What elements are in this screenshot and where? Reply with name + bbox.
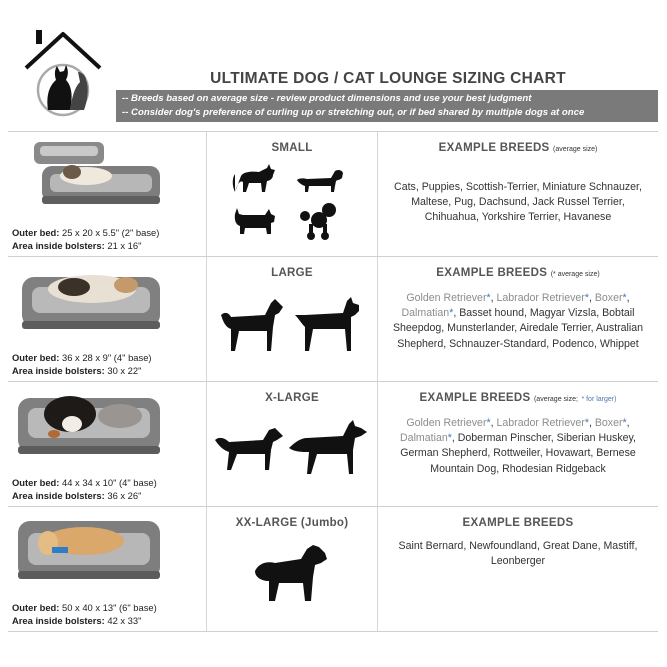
gray-breed: Boxer: [594, 292, 623, 304]
breeds-heading: [378, 142, 658, 154]
outer-bed-label: Outer bed:: [12, 352, 60, 363]
note-line: -- Consider dog's preference of curling up or stretching out, or if bed shared by multiple dogs at once: [122, 107, 585, 118]
bed-cell: [8, 257, 204, 381]
bed-cell: [8, 507, 204, 631]
inside-area-label: Area inside bolsters:: [12, 365, 105, 376]
bed-cell: [8, 382, 204, 506]
size-label: XX-LARGE (Jumbo): [235, 517, 349, 529]
outer-bed-label: Outer bed:: [12, 227, 60, 238]
breeds-title: EXAMPLE BREEDS: [462, 517, 574, 529]
breeds-rest: Basset hound, Magyar Vizsla, Bobtail Sheepdog, Munsterlander, Airedale Terrier, Australian Shepherd, Schnauzer-Standard, Podenco, Whippet: [392, 307, 644, 350]
setter-silhouette: [215, 426, 285, 472]
outer-bed-value: 25 x 20 x 5.5" (2" base): [62, 227, 160, 238]
breeds-title: EXAMPLE BREEDS: [438, 142, 550, 154]
breeds-list: Cats, Puppies, Scottish-Terrier, Miniature Schnauzer, Maltese, Pug, Dachsund, Jack Russel Terrier, Chihuahua, Yorkshire Terrier, Havanese: [394, 181, 642, 224]
dachshund-silhouette: [295, 166, 345, 194]
gray-breed: Dalmatian: [400, 432, 448, 445]
breeds-note: (* average size): [550, 271, 600, 278]
bed-specs: [12, 601, 157, 627]
inside-area-label: Area inside bolsters:: [12, 615, 105, 626]
outer-bed-value: 36 x 28 x 9" (4" base): [62, 352, 152, 363]
size-row-xlarge: [8, 381, 658, 506]
breeds-note-star: * for larger): [581, 396, 617, 403]
outer-bed-label: Outer bed:: [12, 602, 60, 613]
breeds-heading: [378, 392, 658, 404]
breeds-title: EXAMPLE BREEDS: [436, 267, 548, 279]
breeds-cell: [378, 382, 658, 506]
size-table: [8, 131, 658, 632]
bed-specs: [12, 476, 157, 502]
inside-area-label: Area inside bolsters:: [12, 240, 105, 251]
gray-breed: Golden Retriever: [406, 417, 487, 429]
house-cat-dog-logo: [22, 28, 104, 118]
inside-area-value: 21 x 16": [107, 240, 142, 251]
size-row-xxlarge: [8, 506, 658, 632]
inside-area-label: Area inside bolsters:: [12, 490, 105, 501]
inside-area-value: 30 x 22": [107, 365, 142, 376]
breeds-cell: [378, 257, 658, 381]
dog-bed-photo: [14, 263, 164, 337]
size-label: SMALL: [271, 142, 313, 154]
breeds-title: EXAMPLE BREEDS: [419, 392, 531, 404]
breeds-list: Golden Retriever*, Labrador Retriever*, Boxer*, Dalmatian*, Doberman Pinscher, Siberian Huskey, German Shepherd, Rottweiler, Hovawart, Bernese Mountain Dog, Rhodesian Ridgeback: [400, 417, 636, 475]
gray-breed: Labrador Retriever: [496, 417, 585, 429]
boxer-silhouette: [293, 293, 363, 353]
gray-breed: Dalmatian: [401, 307, 450, 320]
bed-specs: [12, 226, 159, 252]
size-cell: [206, 132, 378, 256]
note-line: -- Breeds based on average size - review product dimensions and use your best judgment: [122, 93, 532, 104]
inside-area-value: 42 x 33": [107, 615, 142, 626]
scottie-silhouette: [231, 206, 277, 238]
breeds-note: (average size;: [533, 396, 578, 403]
gray-breed: Boxer: [594, 417, 623, 429]
bed-cell: [8, 132, 204, 256]
breeds-note: (average size): [553, 146, 598, 153]
size-row-small: [8, 131, 658, 256]
dog-bed-photo: [14, 513, 164, 587]
bernard-silhouette: [253, 543, 329, 603]
breeds-cell: [378, 507, 658, 631]
retriever-silhouette: [219, 297, 285, 353]
notes-banner: [116, 90, 658, 122]
chart-header: [0, 0, 667, 125]
dog-bed-photo: [14, 388, 164, 462]
breeds-rest: Doberman Pinscher, Siberian Huskey, German Shepherd, Rottweiler, Hovawart, Bernese Mountain Dog, Rhodesian Ridgeback: [400, 432, 636, 475]
breeds-list: Saint Bernard, Newfoundland, Great Dane, Mastiff, Leonberger: [398, 540, 638, 568]
outer-bed-label: Outer bed:: [12, 477, 60, 488]
inside-area-value: 36 x 26": [107, 490, 142, 501]
dog-bed-photo: [14, 138, 164, 212]
size-cell: [206, 257, 378, 381]
size-label: LARGE: [271, 267, 313, 279]
gray-breed: Golden Retriever: [406, 292, 487, 304]
size-row-large: [8, 256, 658, 381]
bed-specs: [12, 351, 152, 377]
outer-bed-value: 50 x 40 x 13" (6" base): [62, 602, 157, 613]
page-title: ULTIMATE DOG / CAT LOUNGE SIZING CHART: [210, 70, 566, 87]
poodle-silhouette: [297, 202, 341, 240]
cat-silhouette: [231, 162, 279, 196]
size-cell: [206, 382, 378, 506]
breeds-list: Golden Retriever*, Labrador Retriever*, Boxer*, Dalmatian*, Basset hound, Magyar Vizsla, Bobtail Sheepdog, Munsterlander, Airedale Terrier, Australian Shepherd, Schnauzer-Standard, Podenco, Whippet: [392, 292, 644, 350]
shepherd-silhouette: [289, 418, 369, 476]
outer-bed-value: 44 x 34 x 10" (4" base): [62, 477, 157, 488]
breeds-heading: [378, 517, 658, 529]
breeds-heading: [378, 267, 658, 279]
breeds-cell: [378, 132, 658, 256]
gray-breed: Labrador Retriever: [496, 292, 585, 304]
size-label: X-LARGE: [265, 392, 319, 404]
size-cell: [206, 507, 378, 631]
